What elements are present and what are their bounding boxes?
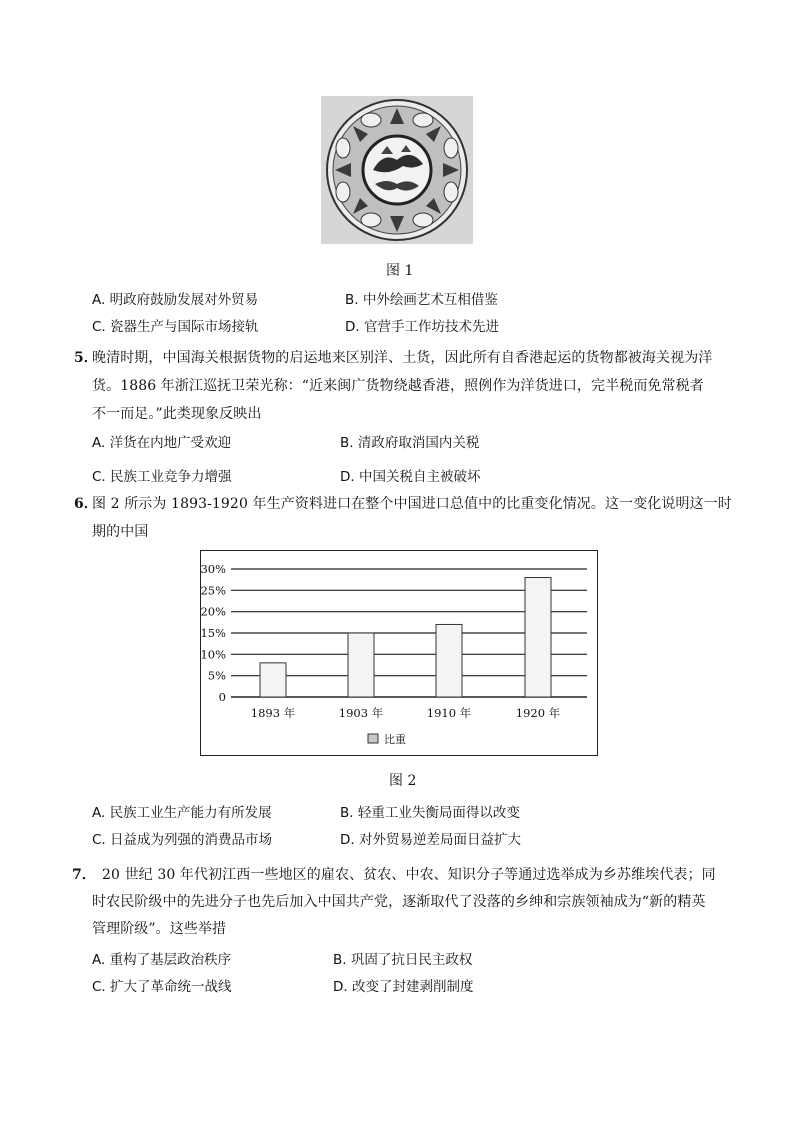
question-7-line-1: 20 世纪 30 年代初江西一些地区的雇农、贫农、中农、知识分子等通过选举成为乡苏维埃代表；同 bbox=[102, 867, 716, 883]
q5-option-a: A. 洋货在内地广受欢迎 bbox=[92, 435, 232, 451]
question-7-number: 7． bbox=[72, 867, 96, 883]
bar bbox=[436, 624, 462, 697]
q5-option-b: B. 清政府取消国内关税 bbox=[340, 435, 480, 451]
fig1-option-d: D. 官营手工作坊技术先进 bbox=[345, 319, 499, 335]
question-6-line-1: 图 2 所示为 1893-1920 年生产资料进口在整个中国进口总值中的比重变化情况。这一变化说明这一时 bbox=[92, 496, 732, 512]
q6-option-b: B. 轻重工业失衡局面得以改变 bbox=[340, 805, 520, 821]
question-7-line-2: 时农民阶级中的先进分子也先后加入中国共产党，逐渐取代了没落的乡绅和宗族领袖成为“新的精英 bbox=[92, 894, 706, 910]
figure-1-caption: 图 1 bbox=[386, 263, 414, 279]
question-6-number: 6． bbox=[74, 496, 98, 512]
y-tick-label: 5% bbox=[207, 668, 226, 683]
figure-2-bar-chart bbox=[200, 550, 598, 756]
x-tick-label: 1903 年 bbox=[338, 706, 384, 720]
porcelain-plate-image bbox=[321, 96, 473, 244]
question-5-line-2: 货。1886 年浙江巡抚卫荣光称：“近来闽广货物绕越香港，照例作为洋货进口，完半税而免常税者 bbox=[92, 378, 704, 394]
q6-option-c: C. 日益成为列强的消费品市场 bbox=[92, 832, 273, 848]
bar bbox=[348, 633, 374, 697]
y-tick-label: 15% bbox=[201, 626, 226, 640]
y-tick-label: 20% bbox=[201, 604, 226, 619]
bar bbox=[260, 663, 286, 697]
y-tick-label: 30% bbox=[201, 562, 226, 576]
x-tick-label: 1910 年 bbox=[426, 706, 472, 720]
x-tick-label: 1893 年 bbox=[250, 706, 296, 720]
question-6-line-2: 期的中国 bbox=[92, 524, 149, 540]
fig1-option-b: B. 中外绘画艺术互相借鉴 bbox=[345, 292, 498, 308]
q7-option-b: B. 巩固了抗日民主政权 bbox=[333, 952, 473, 968]
fig1-option-a: A. 明政府鼓励发展对外贸易 bbox=[92, 292, 259, 308]
question-5-number: 5． bbox=[74, 350, 98, 366]
q6-option-a: A. 民族工业生产能力有所发展 bbox=[92, 805, 272, 821]
bar bbox=[525, 578, 551, 697]
legend-label: 比重 bbox=[384, 733, 406, 746]
q5-option-c: C. 民族工业竞争力增强 bbox=[92, 469, 232, 485]
question-5-line-1: 晚清时期，中国海关根据货物的启运地来区别洋、土货，因此所有自香港起运的货物都被海关视为洋 bbox=[92, 350, 713, 366]
legend-swatch bbox=[368, 734, 378, 743]
q5-option-d: D. 中国关税自主被破坏 bbox=[340, 469, 481, 485]
y-tick-label: 10% bbox=[201, 647, 226, 662]
chart-svg bbox=[201, 551, 597, 755]
x-tick-label: 1920 年 bbox=[515, 706, 561, 720]
q6-option-d: D. 对外贸易逆差局面日益扩大 bbox=[340, 832, 521, 848]
q7-option-d: D. 改变了封建剥削制度 bbox=[333, 979, 474, 995]
fig1-option-c: C. 瓷器生产与国际市场接轨 bbox=[92, 319, 259, 335]
y-tick-label: 25% bbox=[201, 583, 226, 598]
question-5-line-3: 不一而足。”此类现象反映出 bbox=[92, 406, 262, 422]
q7-option-a: A. 重构了基层政治秩序 bbox=[92, 952, 232, 968]
figure-2-caption: 图 2 bbox=[389, 773, 417, 789]
question-7-line-3: 管理阶级”。这些举措 bbox=[92, 921, 227, 937]
q7-option-c: C. 扩大了革命统一战线 bbox=[92, 979, 232, 995]
y-tick-label: 0 bbox=[218, 690, 226, 704]
